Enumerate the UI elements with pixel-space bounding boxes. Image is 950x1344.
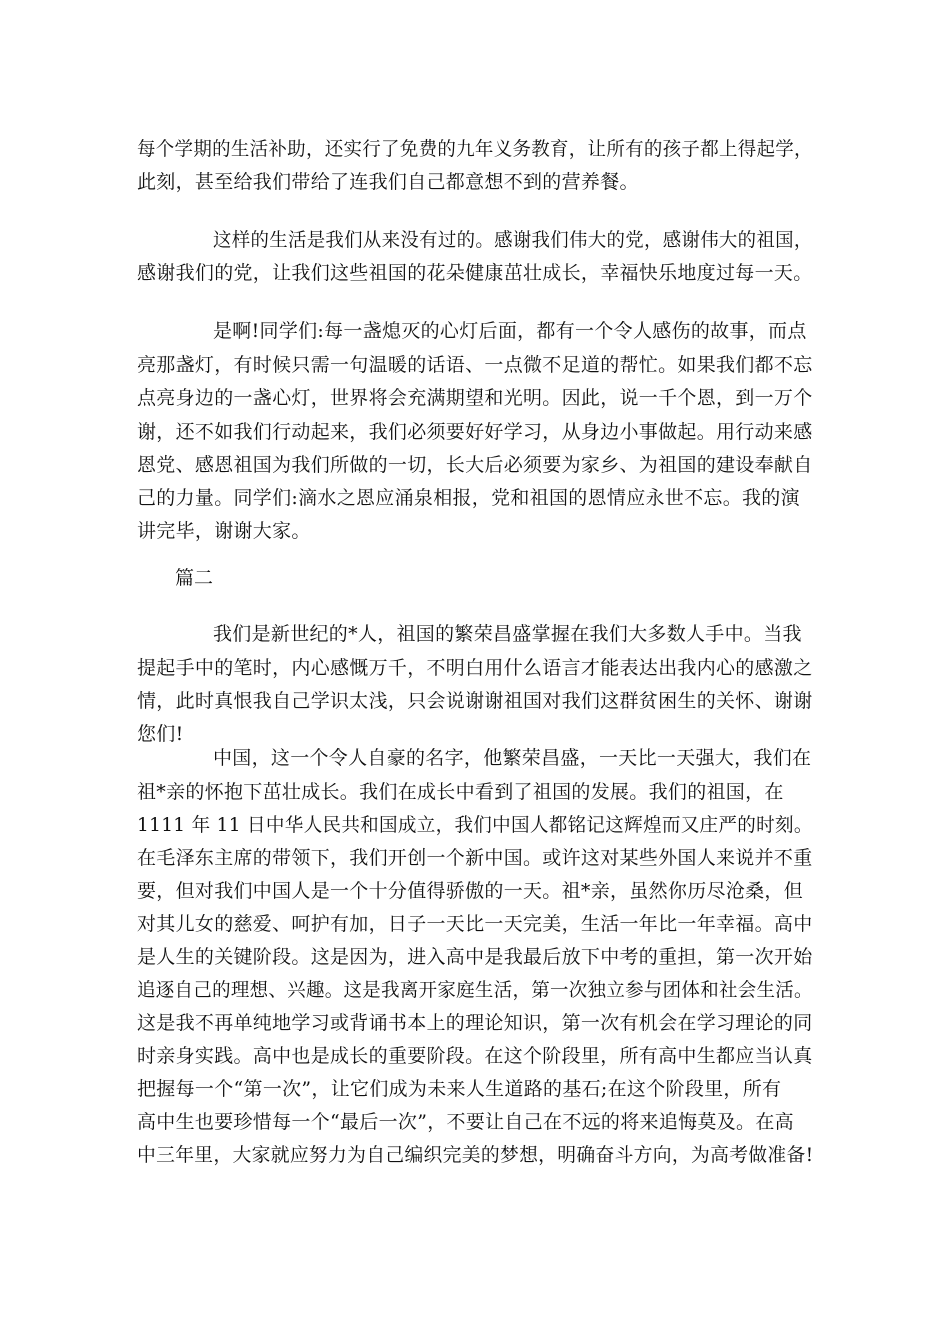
text-line: 谢，还不如我们行动起来，我们必须要好好学习，从身边小事做起。用行动来感 <box>137 421 813 443</box>
text-line: 要，但对我们中国人是一个十分值得骄傲的一天。祖*亲，虽然你历尽沧桑，但 <box>137 880 804 902</box>
text-line: 恩党、感恩祖国为我们所做的一切，长大后必须要为家乡、为祖国的建设奉献自 <box>137 454 813 476</box>
text-line: 是人生的关键阶段。这是因为，进入高中是我最后放下中考的重担，第一次开始 <box>137 946 813 968</box>
text-line: 在毛泽东主席的带领下，我们开创一个新中国。或许这对某些外国人来说并不重 <box>137 847 813 869</box>
text-line: 情，此时真恨我自己学识太浅，只会说谢谢祖国对我们这群贫困生的关怀、谢谢 <box>137 690 813 712</box>
section-heading: 篇二 <box>175 567 214 589</box>
text-line: 己的力量。同学们:滴水之恩应涌泉相报，党和祖国的恩情应永世不忘。我的演 <box>137 487 800 509</box>
text-line: 您们! <box>137 723 184 745</box>
text-line: 点亮身边的一盏心灯，世界将会充满期望和光明。因此，说一千个恩，到一万个 <box>137 387 813 409</box>
text-line: 把握每一个“第一次”，让它们成为未来人生道路的基石;在这个阶段里，所有 <box>137 1078 782 1100</box>
text-line: 对其儿女的慈爱、呵护有加，日子一天比一天完美，生活一年比一年幸福。高中 <box>137 913 813 935</box>
text-line: 高中生也要珍惜每一个“最后一次”，不要让自己在不远的将来追悔莫及。在高 <box>137 1111 794 1133</box>
text-line: 这是我不再单纯地学习或背诵书本上的理论知识，第一次有机会在学习理论的同 <box>137 1012 813 1034</box>
text-line: 中国，这一个令人自豪的名字，他繁荣昌盛，一天比一天强大，我们在 <box>213 747 812 769</box>
text-line: 此刻，甚至给我们带给了连我们自己都意想不到的营养餐。 <box>137 171 639 193</box>
text-line: 提起手中的笔时，内心感慨万千，不明白用什么语言才能表达出我内心的感激之 <box>137 657 813 679</box>
text-line: 我们是新世纪的*人，祖国的繁荣昌盛掌握在我们大多数人手中。当我 <box>213 623 802 645</box>
text-line: 时亲身实践。高中也是成长的重要阶段。在这个阶段里，所有高中生都应当认真 <box>137 1045 813 1067</box>
text-line: 亮那盏灯，有时候只需一句温暖的话语、一点微不足道的帮忙。如果我们都不忘 <box>137 354 813 376</box>
text-line: 是啊!同学们:每一盏熄灭的心灯后面，都有一个令人感伤的故事，而点 <box>213 320 807 342</box>
text-line: 这样的生活是我们从来没有过的。感谢我们伟大的党，感谢伟大的祖国， <box>213 229 813 251</box>
text-line: 中三年里，大家就应努力为自己编织完美的梦想，明确奋斗方向，为高考做准备! <box>137 1144 814 1166</box>
text-line: 每个学期的生活补助，还实行了免费的九年义务教育，让所有的孩子都上得起学， <box>137 138 813 160</box>
text-line: 感谢我们的党，让我们这些祖国的花朵健康茁壮成长，幸福快乐地度过每一天。 <box>137 262 813 284</box>
text-line: 1111 年 11 日中华人民共和国成立，我们中国人都铭记这辉煌而又庄严的时刻。 <box>137 814 813 836</box>
text-line: 祖*亲的怀抱下茁壮成长。我们在成长中看到了祖国的发展。我们的祖国，在 <box>137 781 784 803</box>
text-line: 追逐自己的理想、兴趣。这是我离开家庭生活，第一次独立参与团体和社会生活。 <box>137 979 813 1001</box>
text-line: 讲完毕，谢谢大家。 <box>137 520 311 542</box>
